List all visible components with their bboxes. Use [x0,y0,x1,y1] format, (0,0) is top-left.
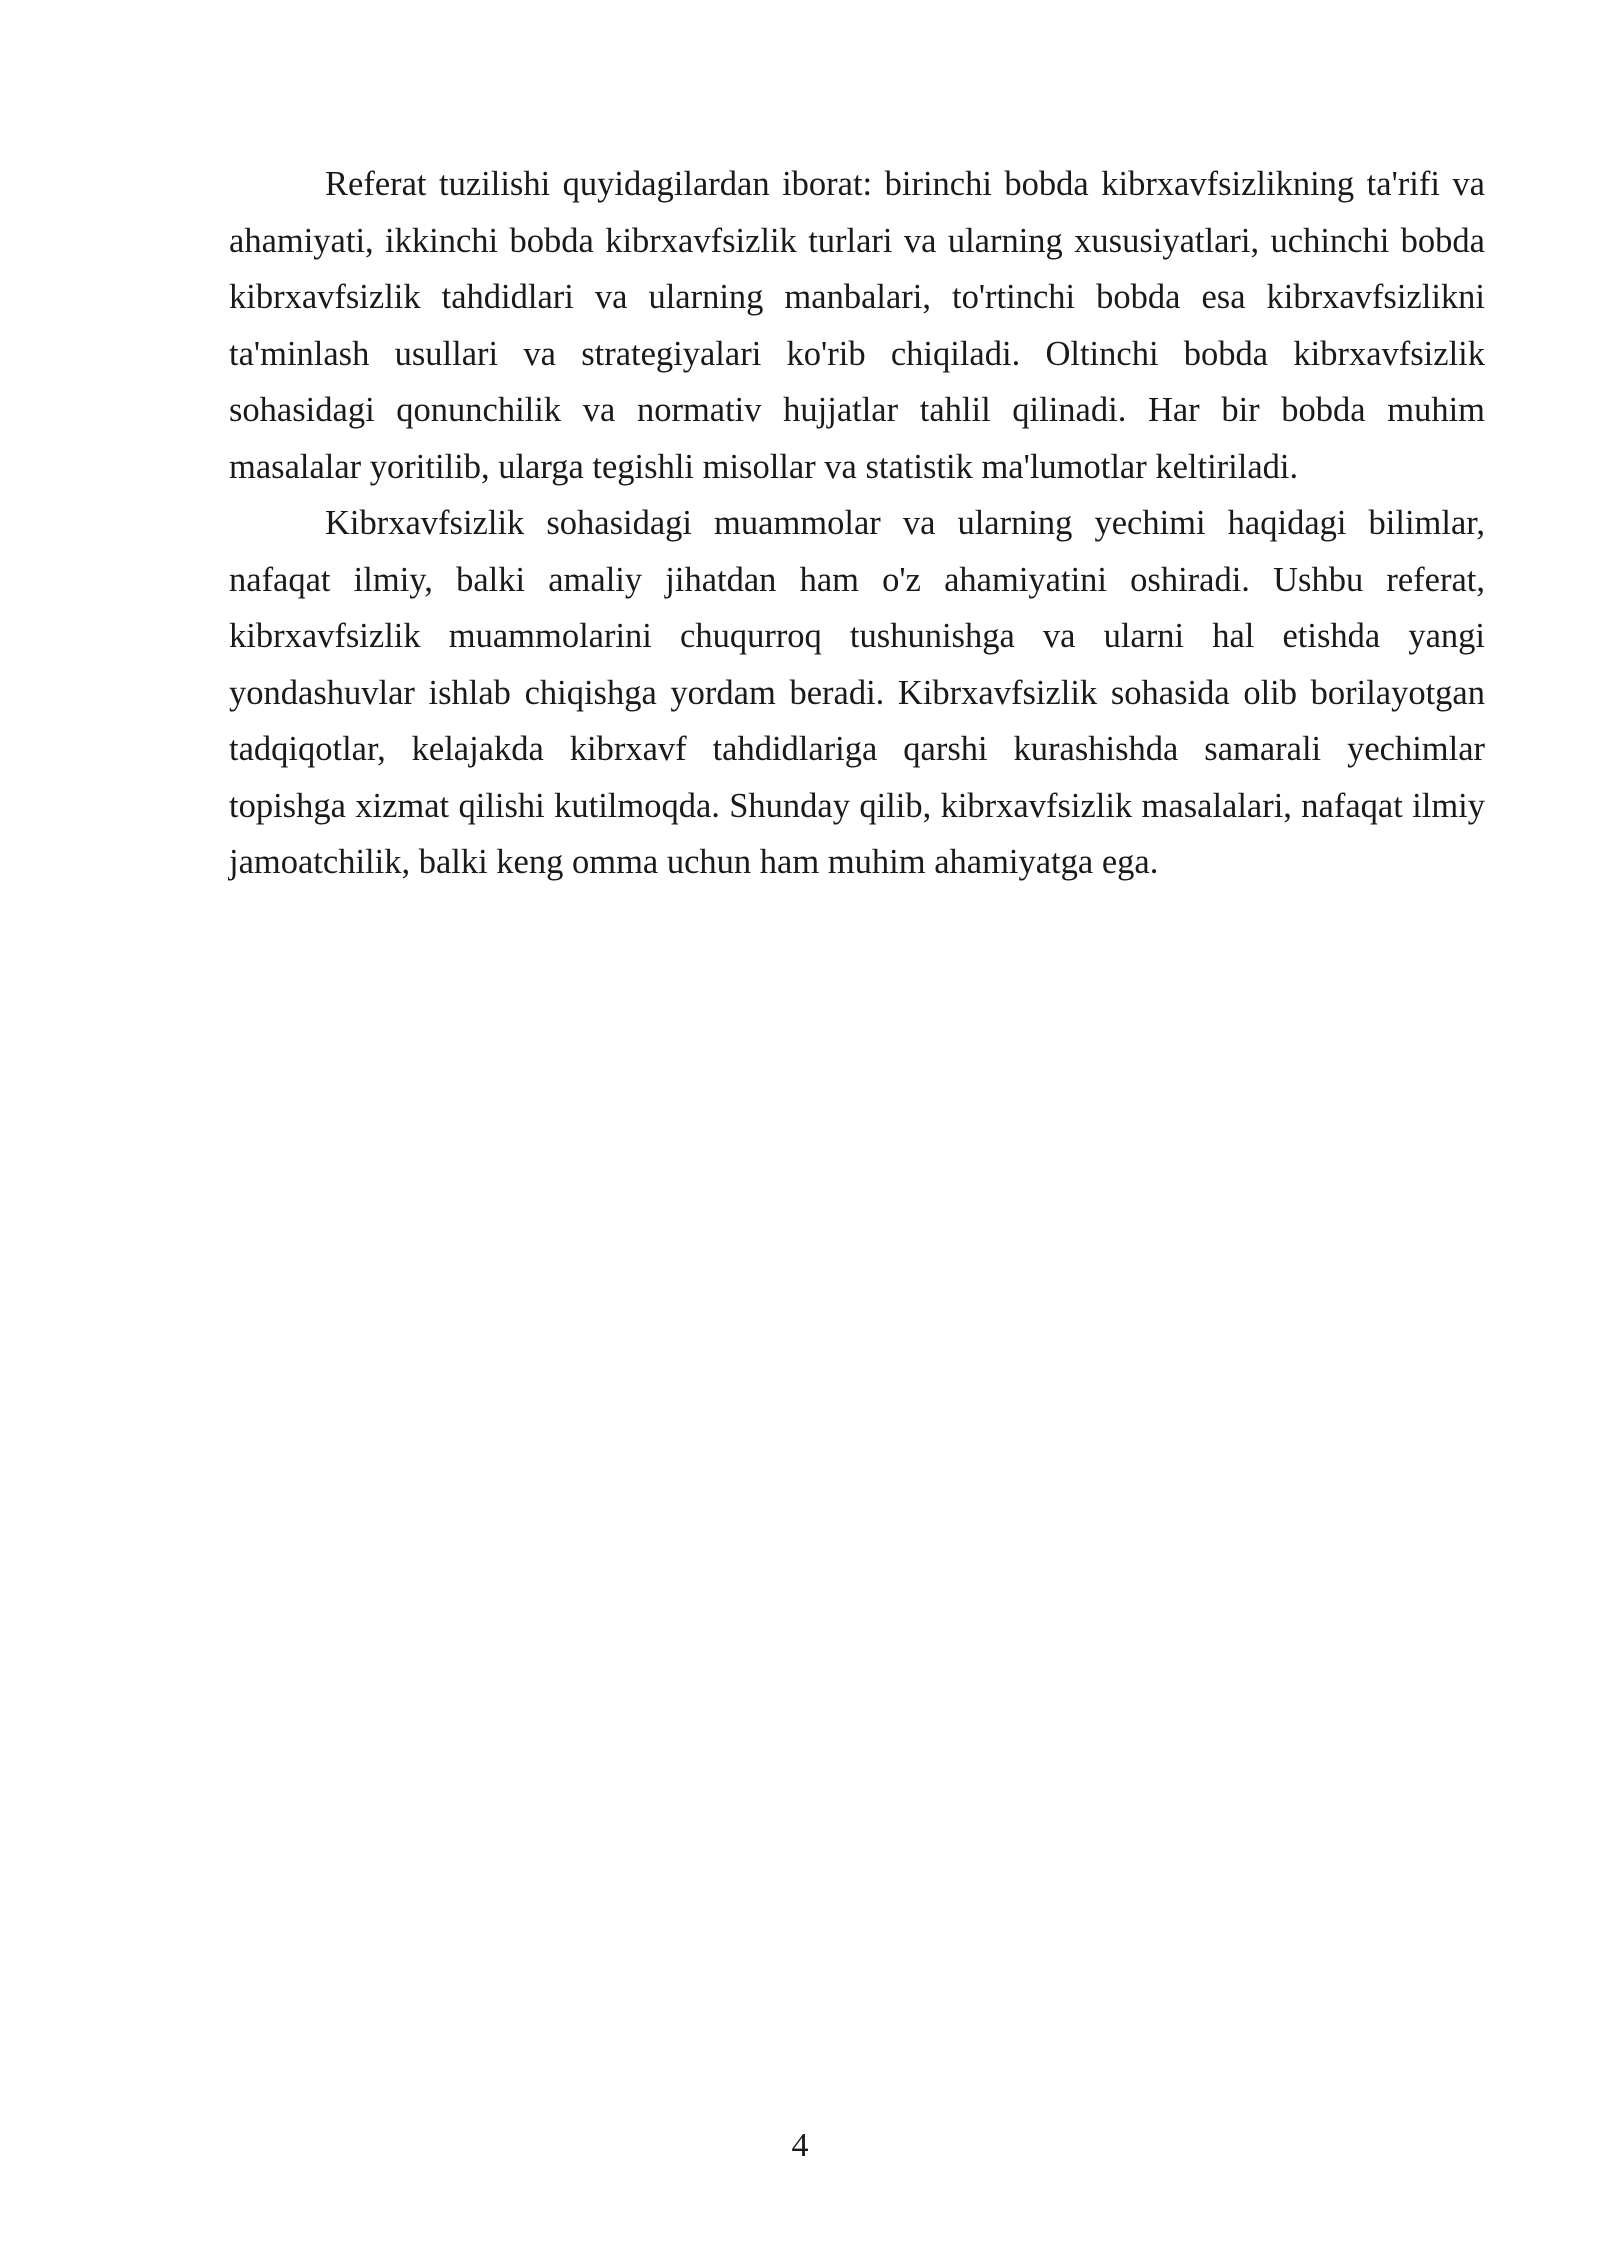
body-text [229,156,1485,891]
paragraph-2: Kibrxavfsizlik sohasidagi muammolar va ularning yechimi haqidagi bilimlar, nafaqat ilmiy, balki amaliy jihatdan ham o'z ahamiyatini oshiradi. Ushbu referat, kibrxavfsizlik muammolarini chuqurroq tushunishga va ularni hal etishda yangi yondashuvlar ishlab chiqishga yordam beradi. Kibrxavfsizlik sohasida olib borilayotgan tadqiqotlar, kelajakda kibrxavf tahdidlariga qarshi kurashishda samarali yechimlar topishga xizmat qilishi kutilmoqda. Shunday qilib, kibrxavfsizlik masalalari, nafaqat ilmiy jamoatchilik, balki keng omma uchun ham muhim ahamiyatga ega. [229,504,1485,881]
page-number: 4 [791,2127,809,2164]
paragraph-1: Referat tuzilishi quyidagilardan iborat: birinchi bobda kibrxavfsizlikning ta'rifi va ahamiyati, ikkinchi bobda kibrxavfsizlik turlari va ularning xususiyatlari, uchinchi bobda kibrxavfsizlik tahdidlari va ularning manbalari, to'rtinchi bobda esa kibrxavfsizlikni ta'minlash usullari va strategiyalari ko'rib chiqiladi. Oltinchi bobda kibrxavfsizlik sohasidagi qonunchilik va normativ hujjatlar tahlil qilinadi. Har bir bobda muhim masalalar yoritilib, ularga tegishli misollar va statistik ma'lumotlar keltiriladi. [229,165,1485,486]
